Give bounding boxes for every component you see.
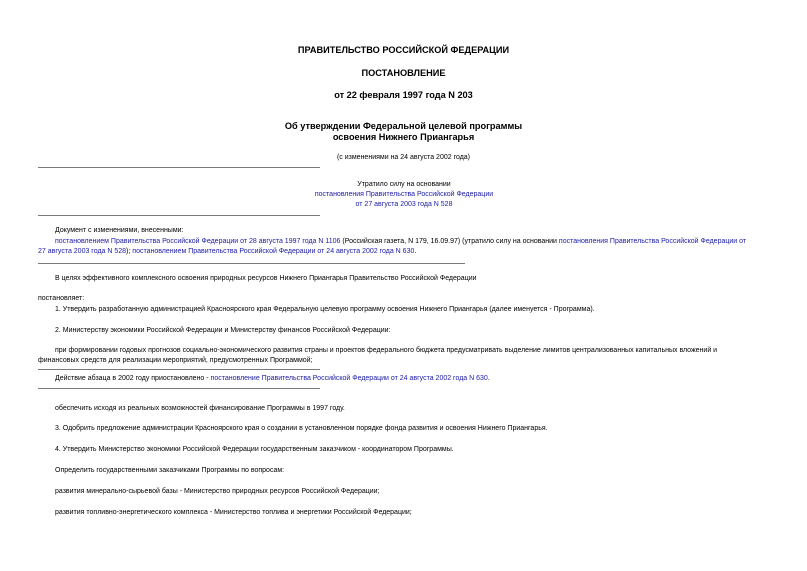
- changes-list: [38, 237, 770, 257]
- resolves-word: постановляет:: [38, 295, 85, 302]
- document-subject-line-1: Об утверждении Федеральной целевой программы: [284, 121, 523, 131]
- item-2-subparagraph-line-1: при формировании годовых прогнозов социально-экономического развития страны и проектов федерального бюджета предусматривать выделение лимитов централизованных капитальных вложений и: [55, 347, 718, 354]
- amendment-link-1997[interactable]: постановлением Правительства Российской Федерации от 28 августа 1997 года N 1106: [55, 238, 341, 245]
- divider: [38, 369, 320, 370]
- changes-heading: Документ с изменениями, внесенными:: [55, 227, 184, 234]
- document-date-number: от 22 февраля 1997 года N 203: [334, 90, 473, 100]
- suspension-link[interactable]: постановление Правительства Российской Федерации от 24 августа 2002 года N 630: [210, 375, 488, 382]
- void-basis-link-date[interactable]: 27 августа 2003 года N 528: [38, 248, 127, 255]
- item-1: 1. Утвердить разработанную администрацией Красноярского края Федеральную целевую программу освоения Нижнего Приангарья (далее именуется - Программа).: [55, 306, 595, 313]
- item-3: 3. Одобрить предложение администрации Красноярского края о создании в установленном порядке фонда развития и освоения Нижнего Приангарья.: [55, 425, 548, 432]
- suspension-note: Действие абзаца в 2002 году приостановлено - постановление Правительства Российской Федерации от 24 августа 2002 года N 630.: [55, 375, 490, 382]
- divider: [38, 167, 320, 168]
- item-2-subparagraph-line-2: финансовых средств для реализации мероприятий, предусмотренных Программой;: [38, 357, 313, 364]
- amendments-note: (с изменениями на 24 августа 2002 года): [336, 154, 471, 161]
- item-2-subparagraph-2: обеспечить исходя из реальных возможностей финансирование Программы в 1997 году.: [55, 405, 345, 412]
- void-notice-text: Утратило силу на основании: [357, 181, 451, 188]
- customer-item-1: развития минерально-сырьевой базы - Министерство природных ресурсов Российской Федерации;: [55, 488, 380, 495]
- document-subject-line-2: освоения Нижнего Приангарья: [332, 132, 475, 142]
- void-notice-link-1[interactable]: постановления Правительства Российской Федерации: [314, 191, 494, 198]
- document-type: ПОСТАНОВЛЕНИЕ: [361, 68, 446, 78]
- divider: [38, 215, 320, 216]
- item-4: 4. Утвердить Министерство экономики Российской Федерации государственным заказчиком - координатором Программы.: [55, 446, 454, 453]
- preamble: В целях эффективного комплексного освоения природных ресурсов Нижнего Приангарья Правительство Российской Федерации: [55, 275, 477, 282]
- issuing-authority: ПРАВИТЕЛЬСТВО РОССИЙСКОЙ ФЕДЕРАЦИИ: [297, 45, 510, 55]
- customers-intro: Определить государственными заказчиками Программы по вопросам:: [55, 467, 285, 474]
- item-2: 2. Министерству экономики Российской Федерации и Министерству финансов Российской Федерации:: [55, 327, 391, 334]
- end-text: .: [414, 248, 417, 255]
- void-notice-link-2[interactable]: от 27 августа 2003 года N 528: [355, 201, 453, 208]
- amendment-source-text: (Российская газета, N 179, 16.09.97) (утратило силу на основании: [340, 238, 559, 245]
- amendment-link-2002[interactable]: постановлением Правительства Российской Федерации от 24 августа 2002 года N 630: [132, 248, 415, 255]
- divider: [38, 263, 465, 264]
- separator-text: );: [126, 248, 133, 255]
- customer-item-2: развития топливно-энергетического комплекса - Министерство топлива и энергетики Российской Федерации;: [55, 509, 412, 516]
- void-basis-link[interactable]: постановления Правительства Российской Федерации от: [558, 238, 747, 245]
- divider: [38, 388, 320, 389]
